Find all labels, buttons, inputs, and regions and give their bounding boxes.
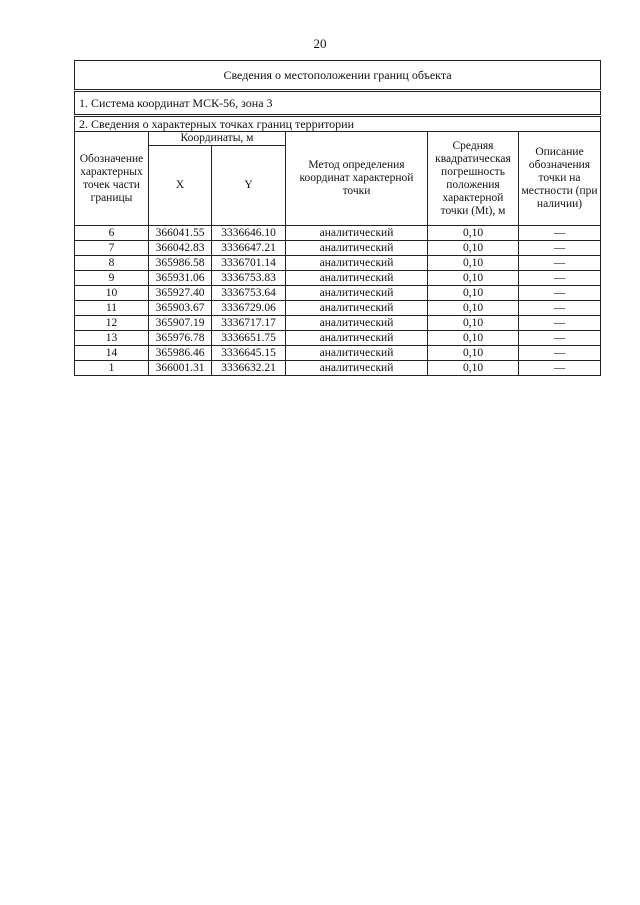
- cell-description: —: [519, 271, 601, 286]
- cell-point: 12: [75, 316, 149, 331]
- section-title: 2. Сведения о характерных точках границ территории: [75, 116, 601, 132]
- cell-y: 3336753.83: [212, 271, 286, 286]
- cell-error: 0,10: [428, 241, 519, 256]
- cell-error: 0,10: [428, 361, 519, 376]
- cell-error: 0,10: [428, 256, 519, 271]
- cell-point: 6: [75, 226, 149, 241]
- cell-y: 3336646.10: [212, 226, 286, 241]
- cell-description: —: [519, 301, 601, 316]
- cell-description: —: [519, 286, 601, 301]
- cell-description: —: [519, 331, 601, 346]
- cell-method: аналитический: [286, 331, 428, 346]
- table-title: Сведения о местоположении границ объекта: [75, 61, 601, 91]
- cell-error: 0,10: [428, 301, 519, 316]
- cell-description: —: [519, 226, 601, 241]
- cell-method: аналитический: [286, 241, 428, 256]
- page-number: 20: [313, 36, 327, 51]
- cell-point: 11: [75, 301, 149, 316]
- cell-x: 365986.58: [149, 256, 212, 271]
- table-row: [75, 271, 601, 286]
- cell-method: аналитический: [286, 271, 428, 286]
- table-row: [75, 331, 601, 346]
- cell-x: 365927.40: [149, 286, 212, 301]
- cell-error: 0,10: [428, 316, 519, 331]
- cell-y: 3336701.14: [212, 256, 286, 271]
- cell-y: 3336632.21: [212, 361, 286, 376]
- table-row: [75, 241, 601, 256]
- header-coordinates: Координаты, м: [149, 132, 286, 146]
- cell-point: 9: [75, 271, 149, 286]
- cell-point: 13: [75, 331, 149, 346]
- table-row: [75, 286, 601, 301]
- cell-description: —: [519, 361, 601, 376]
- cell-method: аналитический: [286, 286, 428, 301]
- header-description: Описание обозначения точки на местности (при наличии): [519, 132, 601, 226]
- cell-x: 365907.19: [149, 316, 212, 331]
- cell-error: 0,10: [428, 346, 519, 361]
- cell-x: 365931.06: [149, 271, 212, 286]
- header-x: X: [149, 146, 212, 226]
- cell-x: 366042.83: [149, 241, 212, 256]
- table-row: [75, 301, 601, 316]
- cell-y: 3336651.75: [212, 331, 286, 346]
- cell-error: 0,10: [428, 331, 519, 346]
- cell-method: аналитический: [286, 316, 428, 331]
- cell-x: 366001.31: [149, 361, 212, 376]
- cell-error: 0,10: [428, 286, 519, 301]
- cell-point: 14: [75, 346, 149, 361]
- table-row: [75, 346, 601, 361]
- cell-method: аналитический: [286, 301, 428, 316]
- cell-description: —: [519, 256, 601, 271]
- cell-description: —: [519, 346, 601, 361]
- table-row: [75, 316, 601, 331]
- cell-error: 0,10: [428, 226, 519, 241]
- cell-description: —: [519, 241, 601, 256]
- cell-error: 0,10: [428, 271, 519, 286]
- cell-description: —: [519, 316, 601, 331]
- boundary-table: [74, 60, 601, 376]
- cell-y: 3336647.21: [212, 241, 286, 256]
- table-row: [75, 256, 601, 271]
- cell-point: 8: [75, 256, 149, 271]
- cell-y: 3336729.06: [212, 301, 286, 316]
- header-point-designation: Обозначение характерных точек части границы: [75, 132, 149, 226]
- cell-method: аналитический: [286, 256, 428, 271]
- cell-point: 10: [75, 286, 149, 301]
- header-error: Средняя квадратическая погрешность положения характерной точки (Mt), м: [428, 132, 519, 226]
- cell-y: 3336753.64: [212, 286, 286, 301]
- cell-x: 366041.55: [149, 226, 212, 241]
- coordinate-system: 1. Система координат МСК-56, зона 3: [75, 91, 601, 116]
- table-row: [75, 226, 601, 241]
- cell-method: аналитический: [286, 346, 428, 361]
- cell-y: 3336645.15: [212, 346, 286, 361]
- cell-x: 365903.67: [149, 301, 212, 316]
- cell-point: 7: [75, 241, 149, 256]
- header-method: Метод определения координат характерной точки: [286, 132, 428, 226]
- header-y: Y: [212, 146, 286, 226]
- cell-method: аналитический: [286, 226, 428, 241]
- cell-x: 365986.46: [149, 346, 212, 361]
- cell-point: 1: [75, 361, 149, 376]
- cell-x: 365976.78: [149, 331, 212, 346]
- cell-method: аналитический: [286, 361, 428, 376]
- table-row: [75, 361, 601, 376]
- cell-y: 3336717.17: [212, 316, 286, 331]
